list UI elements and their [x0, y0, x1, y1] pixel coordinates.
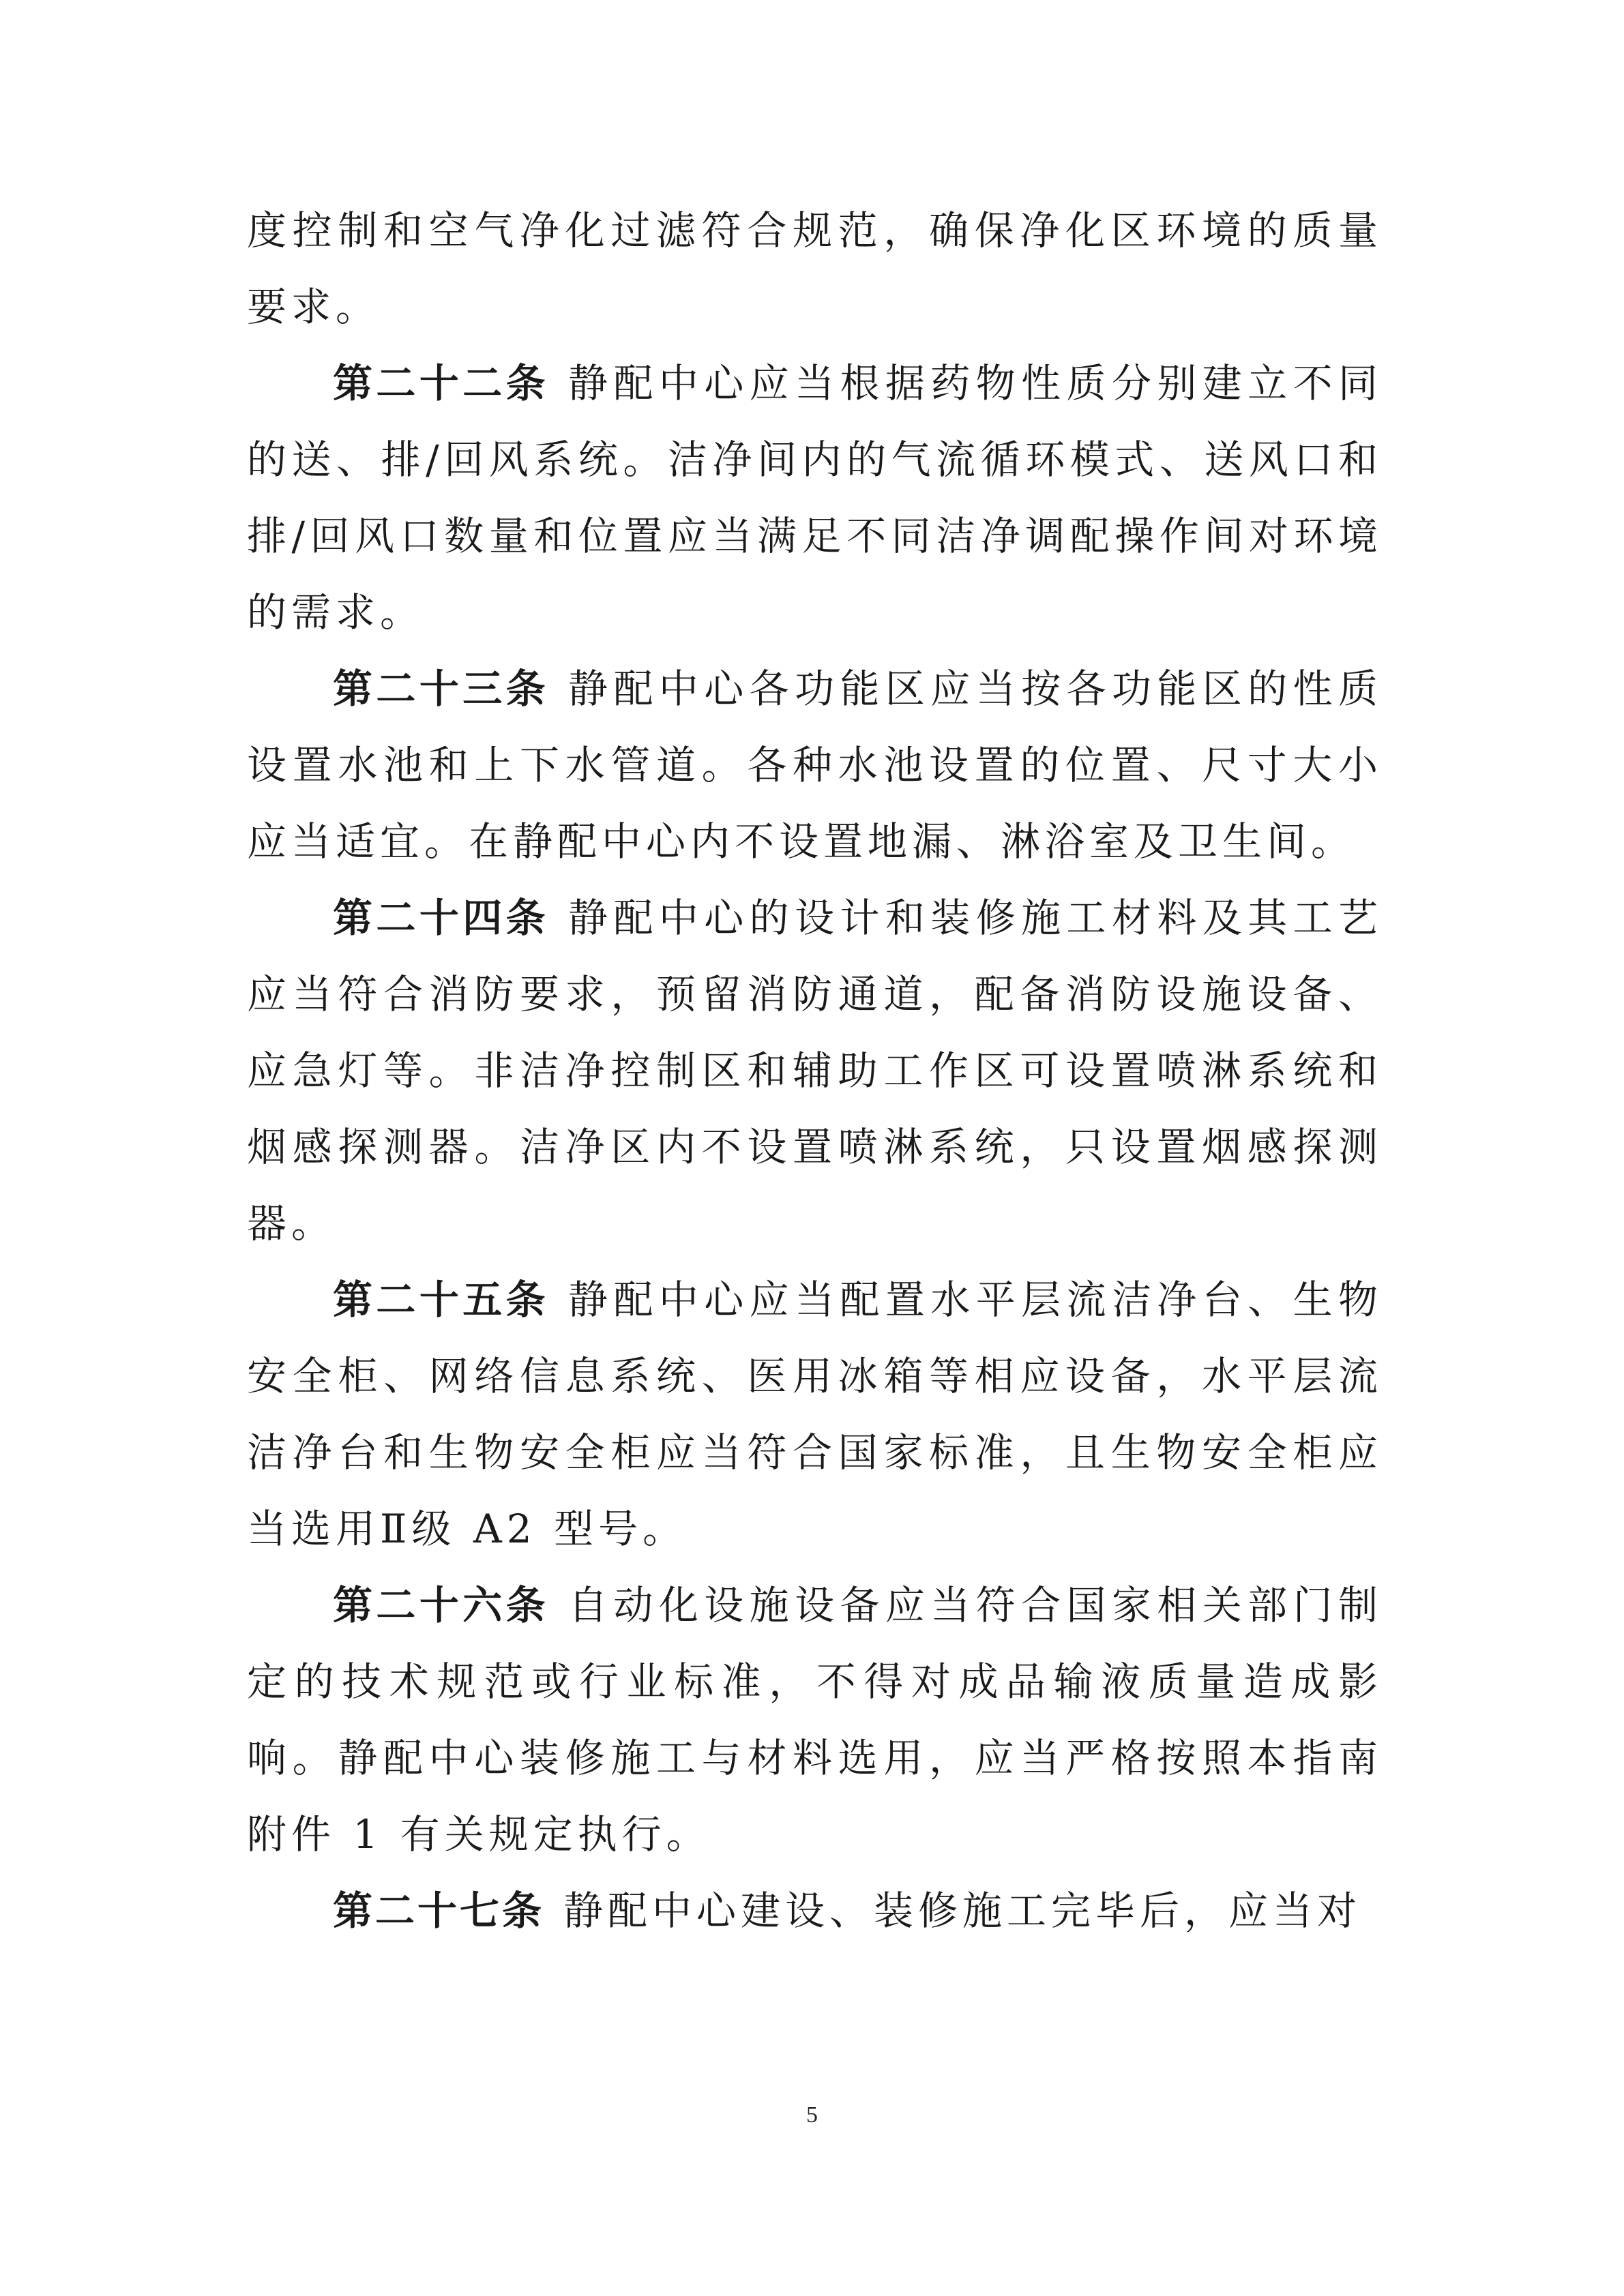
article-26-title: 第二十六条 [333, 1582, 550, 1628]
article-22-title: 第二十二条 [333, 360, 550, 406]
article-23 [247, 651, 1383, 880]
article-24-title: 第二十四条 [333, 895, 550, 941]
article-23-body: 静配中心各功能区应当按各功能区的性质设置水池和上下水管道。各种水池设置的位置、尺寸大小应当适宜。在静配中心内不设置地漏、淋浴室及卫生间。 [247, 666, 1383, 865]
article-25-title: 第二十五条 [333, 1277, 550, 1323]
article-22 [247, 345, 1383, 651]
article-27-title: 第二十七条 [333, 1888, 545, 1934]
article-26-body: 自动化设施设备应当符合国家相关部门制定的技术规范或行业标准，不得对成品输液质量造成影响。静配中心装修施工与材料选用，应当严格按照本指南附件 1 有关规定执行。 [247, 1582, 1383, 1858]
continuation-paragraph: 度控制和空气净化过滤符合规范，确保净化区环境的质量要求。 [247, 207, 1383, 330]
article-27-body: 静配中心建设、装修施工完毕后，应当对 [563, 1888, 1362, 1934]
article-26 [247, 1567, 1383, 1873]
article-23-title: 第二十三条 [333, 666, 550, 712]
document-body [247, 192, 1383, 1949]
article-25-body: 静配中心应当配置水平层流洁净台、生物安全柜、网络信息系统、医用冰箱等相应设备，水平层流洁净台和生物安全柜应当符合国家标准，且生物安全柜应当选用Ⅱ级 A2 型号。 [247, 1277, 1383, 1552]
article-22-body: 静配中心应当根据药物性质分别建立不同的送、排/回风系统。洁净间内的气流循环模式、送风口和排/回风口数量和位置应当满足不同洁净调配操作间对环境的需求。 [247, 360, 1383, 636]
article-24 [247, 880, 1383, 1262]
article-24-body: 静配中心的设计和装修施工材料及其工艺应当符合消防要求，预留消防通道，配备消防设施设备、应急灯等。非洁净控制区和辅助工作区可设置喷淋系统和烟感探测器。洁净区内不设置喷淋系统，只设置烟感探测器。 [247, 895, 1383, 1247]
article-25 [247, 1262, 1383, 1567]
page-number: 5 [806, 2102, 818, 2128]
article-27 [247, 1873, 1383, 1949]
